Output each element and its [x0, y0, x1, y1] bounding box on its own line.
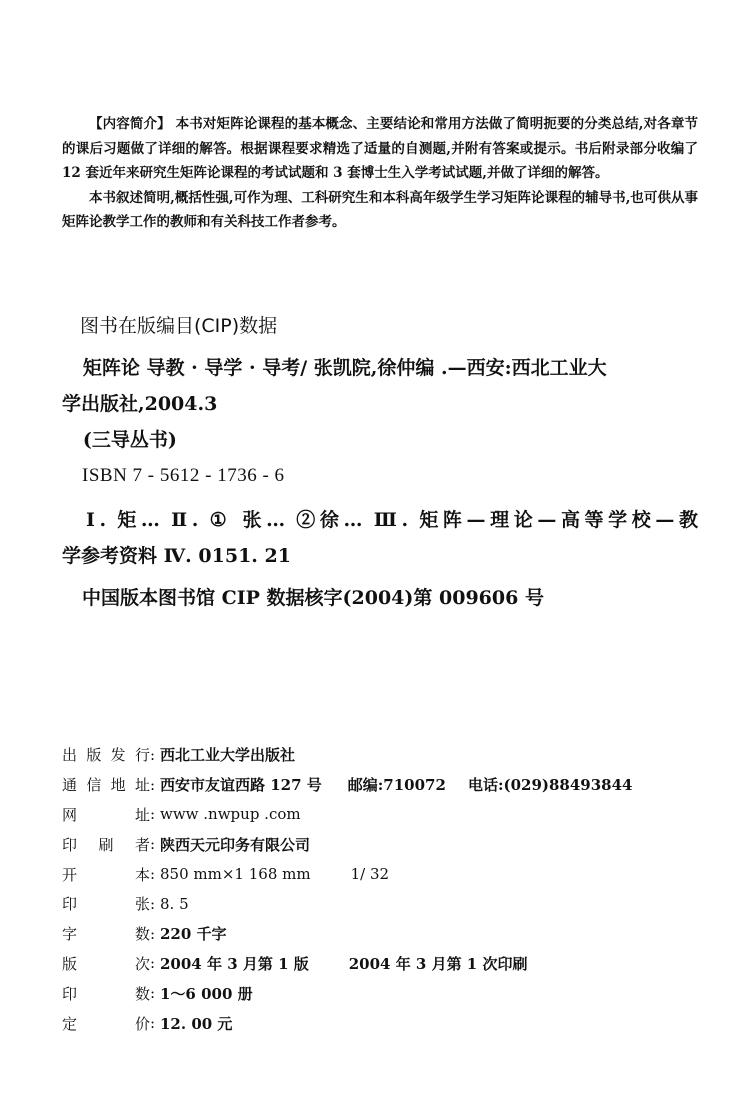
pub-printing: 2004 年 3 月第 1 次印刷	[348, 954, 528, 973]
cip-classification-line-1: Ⅰ. 矩… Ⅱ. ① 张… ②徐… Ⅲ. 矩阵—理论—高等学校—教	[86, 509, 698, 531]
pub-value: 2004 年 3 月第 1 版	[160, 954, 309, 973]
cip-title-line-2: 学出版社,2004.3	[62, 393, 218, 415]
pub-colon: :	[150, 835, 156, 854]
cip-title-line-1: 矩阵论 导教 · 导学 · 导考/ 张凯院,徐仲编 .—西安:西北工业大	[82, 357, 607, 379]
pub-value: 12. 00 元	[160, 1014, 233, 1033]
pub-value: www .nwpup .com	[160, 805, 301, 824]
pub-colon: :	[150, 745, 156, 764]
summary-paragraph-2: 本书叙述简明,概括性强,可作为理、工科研究生和本科高年级学生学习矩阵论课程的辅导书,也可供从事矩阵论教学工作的教师和有关科技工作者参考。	[62, 189, 698, 230]
pub-row-format	[62, 859, 722, 889]
pub-colon: :	[150, 865, 156, 884]
cip-block	[62, 350, 698, 616]
pub-value: 1～6 000 册	[160, 984, 253, 1003]
pub-row-print-run	[62, 978, 722, 1008]
summary-paragraph-1: 【内容简介】 本书对矩阵论课程的基本概念、主要结论和常用方法做了简明扼要的分类总结,对各章节的课后习题做了详细的解答。根据课程要求精选了适量的自测题,并附有答案或提示。书后附录部分收编了 12 套近年来研究生矩阵论课程的考试试题和 3 套博士生入学考试试题,并做了详细的解答。	[62, 116, 698, 181]
pub-label: 开本	[62, 865, 150, 884]
cip-isbn: ISBN 7 - 5612 - 1736 - 6	[82, 465, 285, 486]
pub-postcode: 邮编:710072	[347, 776, 446, 795]
pub-label: 印刷者	[62, 835, 150, 854]
pub-label: 印数	[62, 984, 150, 1003]
content-summary	[62, 112, 698, 235]
pub-label: 定价	[62, 1014, 150, 1033]
pub-value: 850 mm×1 168 mm	[160, 865, 311, 884]
pub-colon: :	[150, 805, 156, 824]
pub-row-edition	[62, 949, 722, 979]
pub-value: 陕西天元印务有限公司	[160, 835, 311, 854]
pub-row-website	[62, 800, 722, 830]
pub-label: 印张	[62, 895, 150, 914]
pub-format-fraction: 1/ 32	[350, 865, 390, 884]
cip-series: (三导丛书)	[82, 429, 177, 451]
pub-colon: :	[150, 1014, 156, 1033]
pub-colon: :	[150, 984, 156, 1003]
pub-colon: :	[150, 775, 156, 794]
cip-catalog-number: 中国版本图书馆 CIP 数据核字(2004)第 009606 号	[82, 587, 544, 609]
pub-row-address	[62, 770, 722, 800]
pub-label: 出版发行	[62, 746, 150, 765]
pub-label: 版次	[62, 954, 150, 973]
pub-colon: :	[150, 954, 156, 973]
pub-label: 字数	[62, 925, 150, 944]
pub-value: 西安市友谊西路 127 号	[160, 776, 322, 795]
pub-row-printer	[62, 829, 722, 859]
cip-classification-line-2: 学参考资料 Ⅳ. 0151. 21	[62, 545, 291, 567]
pub-row-price	[62, 1008, 722, 1038]
pub-label: 网址	[62, 805, 150, 824]
pub-phone: 电话:(029)88493844	[467, 776, 633, 795]
pub-value: 220 千字	[160, 925, 227, 944]
pub-row-publisher	[62, 740, 722, 770]
cip-heading: 图书在版编目(CIP)数据	[80, 315, 278, 337]
pub-row-sheets	[62, 889, 722, 919]
publication-info	[62, 740, 722, 1038]
pub-colon: :	[150, 894, 156, 913]
pub-value: 西北工业大学出版社	[160, 746, 296, 765]
pub-row-word-count	[62, 919, 722, 949]
pub-value: 8. 5	[160, 894, 189, 913]
pub-colon: :	[150, 924, 156, 943]
pub-label: 通信地址	[62, 776, 150, 795]
